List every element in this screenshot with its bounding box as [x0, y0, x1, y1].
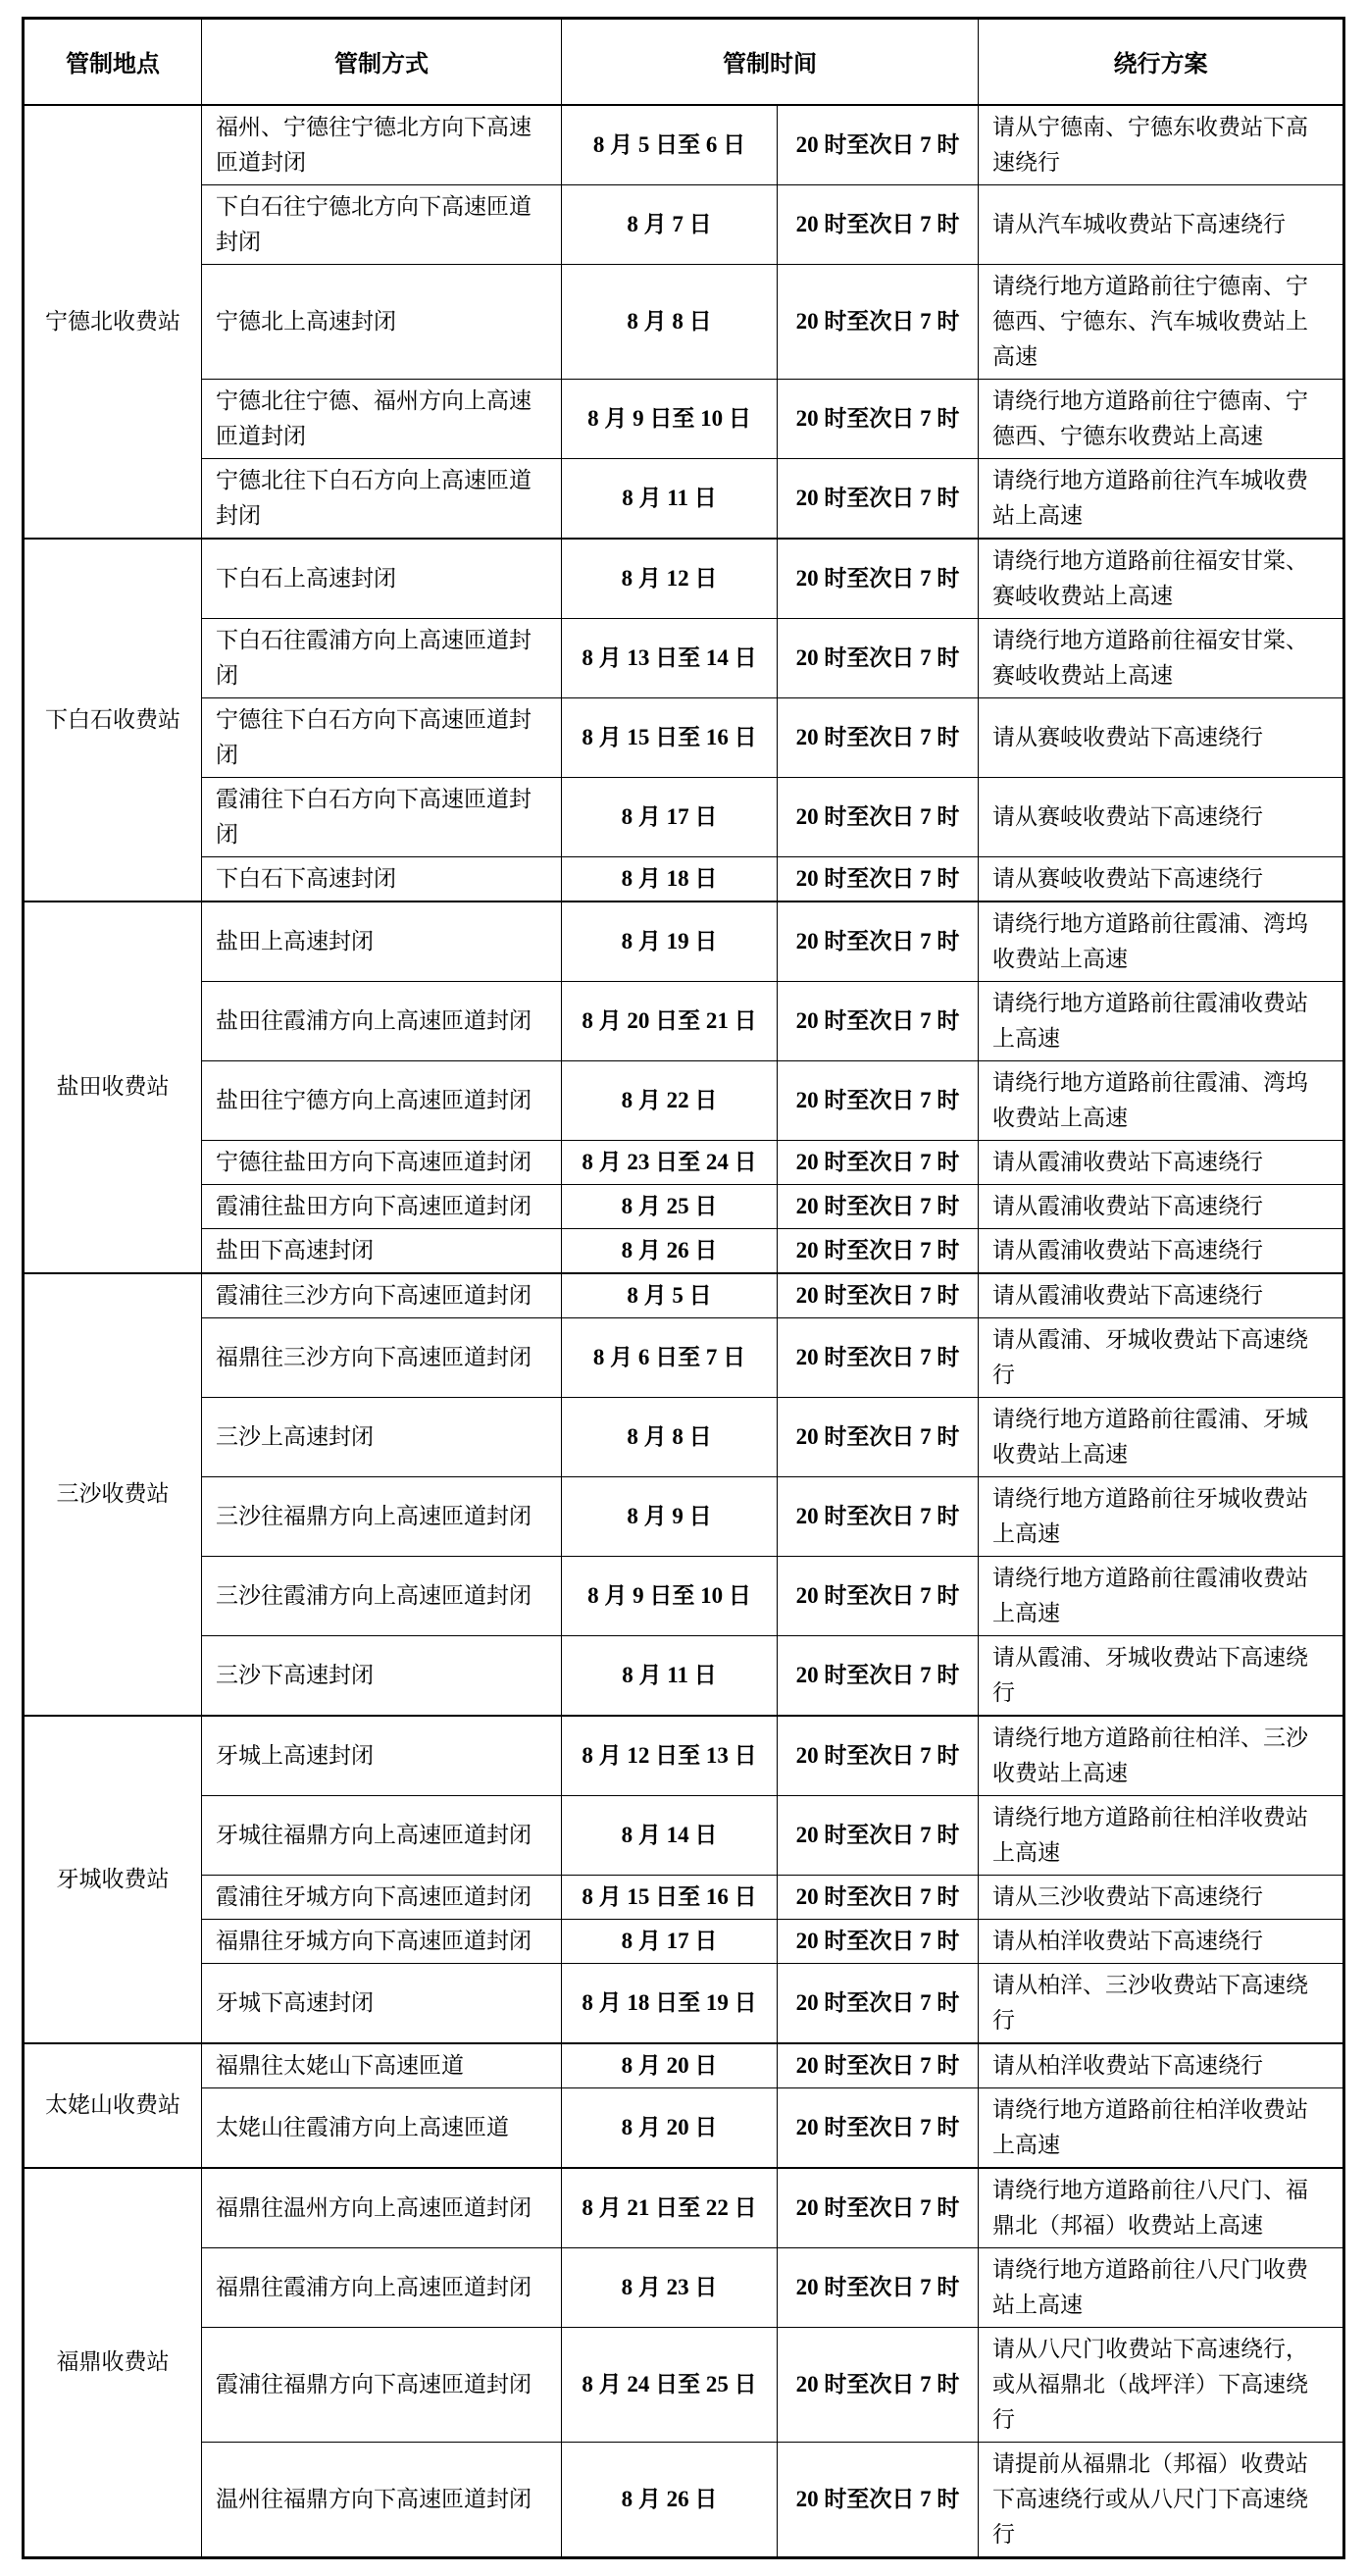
table-row	[24, 1228, 1344, 1273]
time-cell: 20 时至次日 7 时	[778, 1317, 979, 1397]
header-detour: 绕行方案	[979, 19, 1344, 105]
detour-cell: 请绕行地方道路前往霞浦、牙城收费站上高速	[979, 1397, 1344, 1476]
method-cell: 福鼎往霞浦方向上高速匝道封闭	[202, 2247, 562, 2327]
table-row	[24, 618, 1344, 697]
detour-cell: 请绕行地方道路前往霞浦收费站上高速	[979, 1556, 1344, 1635]
detour-cell: 请从霞浦收费站下高速绕行	[979, 1184, 1344, 1228]
location-cell: 宁德北收费站	[24, 105, 202, 539]
method-cell: 福鼎往太姥山下高速匝道	[202, 2043, 562, 2088]
method-cell: 三沙往福鼎方向上高速匝道封闭	[202, 1476, 562, 1556]
date-cell: 8 月 5 日	[562, 1273, 778, 1318]
detour-cell: 请绕行地方道路前往宁德南、宁德西、宁德东收费站上高速	[979, 379, 1344, 458]
method-cell: 三沙往霞浦方向上高速匝道封闭	[202, 1556, 562, 1635]
table-row	[24, 458, 1344, 539]
date-cell: 8 月 18 日	[562, 856, 778, 902]
method-cell: 牙城下高速封闭	[202, 1963, 562, 2043]
table-row	[24, 1919, 1344, 1963]
detour-cell: 请绕行地方道路前往福安甘棠、赛岐收费站上高速	[979, 539, 1344, 619]
detour-cell: 请绕行地方道路前往霞浦、湾坞收费站上高速	[979, 1060, 1344, 1140]
detour-cell: 请从赛岐收费站下高速绕行	[979, 856, 1344, 902]
time-cell: 20 时至次日 7 时	[778, 2168, 979, 2248]
header-time: 管制时间	[562, 19, 979, 105]
method-cell: 三沙上高速封闭	[202, 1397, 562, 1476]
time-cell: 20 时至次日 7 时	[778, 1963, 979, 2043]
method-cell: 太姥山往霞浦方向上高速匝道	[202, 2087, 562, 2168]
time-cell: 20 时至次日 7 时	[778, 1635, 979, 1716]
date-cell: 8 月 15 日至 16 日	[562, 697, 778, 777]
table-row	[24, 902, 1344, 982]
location-cell: 太姥山收费站	[24, 2043, 202, 2168]
detour-cell: 请从赛岐收费站下高速绕行	[979, 697, 1344, 777]
detour-cell: 请绕行地方道路前往福安甘棠、赛岐收费站上高速	[979, 618, 1344, 697]
detour-cell: 请从霞浦收费站下高速绕行	[979, 1273, 1344, 1318]
method-cell: 牙城上高速封闭	[202, 1716, 562, 1796]
table-row	[24, 856, 1344, 902]
method-cell: 福州、宁德往宁德北方向下高速匝道封闭	[202, 105, 562, 185]
table-body	[24, 105, 1344, 2558]
detour-cell: 请提前从福鼎北（邦福）收费站下高速绕行或从八尺门下高速绕行	[979, 2442, 1344, 2557]
table-row	[24, 777, 1344, 856]
table-row	[24, 1795, 1344, 1875]
detour-cell: 请绕行地方道路前往宁德南、宁德西、宁德东、汽车城收费站上高速	[979, 264, 1344, 379]
date-cell: 8 月 7 日	[562, 184, 778, 264]
table-row	[24, 1556, 1344, 1635]
time-cell: 20 时至次日 7 时	[778, 777, 979, 856]
detour-cell: 请绕行地方道路前往汽车城收费站上高速	[979, 458, 1344, 539]
date-cell: 8 月 26 日	[562, 2442, 778, 2557]
detour-cell: 请从柏洋、三沙收费站下高速绕行	[979, 1963, 1344, 2043]
table-row	[24, 1635, 1344, 1716]
time-cell: 20 时至次日 7 时	[778, 1476, 979, 1556]
date-cell: 8 月 6 日至 7 日	[562, 1317, 778, 1397]
date-cell: 8 月 11 日	[562, 458, 778, 539]
time-cell: 20 时至次日 7 时	[778, 1795, 979, 1875]
detour-cell: 请绕行地方道路前往柏洋收费站上高速	[979, 1795, 1344, 1875]
detour-cell: 请从霞浦收费站下高速绕行	[979, 1140, 1344, 1184]
table-row	[24, 2442, 1344, 2557]
date-cell: 8 月 13 日至 14 日	[562, 618, 778, 697]
date-cell: 8 月 14 日	[562, 1795, 778, 1875]
table-row	[24, 697, 1344, 777]
table-row	[24, 2043, 1344, 2088]
method-cell: 下白石往宁德北方向下高速匝道封闭	[202, 184, 562, 264]
location-cell: 下白石收费站	[24, 539, 202, 902]
detour-cell: 请从柏洋收费站下高速绕行	[979, 2043, 1344, 2088]
time-cell: 20 时至次日 7 时	[778, 2327, 979, 2442]
header-location: 管制地点	[24, 19, 202, 105]
detour-cell: 请绕行地方道路前往霞浦收费站上高速	[979, 981, 1344, 1060]
control-table	[22, 17, 1345, 2559]
method-cell: 盐田上高速封闭	[202, 902, 562, 982]
method-cell: 牙城往福鼎方向上高速匝道封闭	[202, 1795, 562, 1875]
detour-cell: 请从汽车城收费站下高速绕行	[979, 184, 1344, 264]
date-cell: 8 月 5 日至 6 日	[562, 105, 778, 185]
time-cell: 20 时至次日 7 时	[778, 1228, 979, 1273]
date-cell: 8 月 25 日	[562, 1184, 778, 1228]
table-row	[24, 1963, 1344, 2043]
table-row	[24, 184, 1344, 264]
header-row	[24, 19, 1344, 105]
date-cell: 8 月 17 日	[562, 777, 778, 856]
detour-cell: 请绕行地方道路前往柏洋、三沙收费站上高速	[979, 1716, 1344, 1796]
detour-cell: 请绕行地方道路前往八尺门、福鼎北（邦福）收费站上高速	[979, 2168, 1344, 2248]
time-cell: 20 时至次日 7 时	[778, 105, 979, 185]
date-cell: 8 月 20 日	[562, 2043, 778, 2088]
time-cell: 20 时至次日 7 时	[778, 1397, 979, 1476]
time-cell: 20 时至次日 7 时	[778, 902, 979, 982]
table-row	[24, 1716, 1344, 1796]
table-row	[24, 1273, 1344, 1318]
time-cell: 20 时至次日 7 时	[778, 1919, 979, 1963]
header-method: 管制方式	[202, 19, 562, 105]
method-cell: 温州往福鼎方向下高速匝道封闭	[202, 2442, 562, 2557]
method-cell: 下白石上高速封闭	[202, 539, 562, 619]
date-cell: 8 月 12 日至 13 日	[562, 1716, 778, 1796]
time-cell: 20 时至次日 7 时	[778, 2043, 979, 2088]
location-cell: 牙城收费站	[24, 1716, 202, 2043]
method-cell: 宁德往盐田方向下高速匝道封闭	[202, 1140, 562, 1184]
time-cell: 20 时至次日 7 时	[778, 184, 979, 264]
date-cell: 8 月 9 日	[562, 1476, 778, 1556]
table-row	[24, 1317, 1344, 1397]
date-cell: 8 月 26 日	[562, 1228, 778, 1273]
date-cell: 8 月 23 日至 24 日	[562, 1140, 778, 1184]
date-cell: 8 月 22 日	[562, 1060, 778, 1140]
time-cell: 20 时至次日 7 时	[778, 981, 979, 1060]
date-cell: 8 月 8 日	[562, 264, 778, 379]
table-row	[24, 981, 1344, 1060]
method-cell: 霞浦往福鼎方向下高速匝道封闭	[202, 2327, 562, 2442]
table-row	[24, 2327, 1344, 2442]
method-cell: 宁德北往下白石方向上高速匝道封闭	[202, 458, 562, 539]
table-row	[24, 1140, 1344, 1184]
time-cell: 20 时至次日 7 时	[778, 2087, 979, 2168]
method-cell: 三沙下高速封闭	[202, 1635, 562, 1716]
time-cell: 20 时至次日 7 时	[778, 1273, 979, 1318]
detour-cell: 请绕行地方道路前往霞浦、湾坞收费站上高速	[979, 902, 1344, 982]
table-row	[24, 105, 1344, 185]
location-cell: 福鼎收费站	[24, 2168, 202, 2558]
method-cell: 霞浦往牙城方向下高速匝道封闭	[202, 1875, 562, 1919]
time-cell: 20 时至次日 7 时	[778, 618, 979, 697]
time-cell: 20 时至次日 7 时	[778, 1184, 979, 1228]
detour-cell: 请从三沙收费站下高速绕行	[979, 1875, 1344, 1919]
table-row	[24, 264, 1344, 379]
detour-cell: 请从八尺门收费站下高速绕行，或从福鼎北（战坪洋）下高速绕行	[979, 2327, 1344, 2442]
method-cell: 宁德北往宁德、福州方向上高速匝道封闭	[202, 379, 562, 458]
location-cell: 三沙收费站	[24, 1273, 202, 1716]
time-cell: 20 时至次日 7 时	[778, 264, 979, 379]
method-cell: 宁德往下白石方向下高速匝道封闭	[202, 697, 562, 777]
detour-cell: 请绕行地方道路前往柏洋收费站上高速	[979, 2087, 1344, 2168]
time-cell: 20 时至次日 7 时	[778, 1875, 979, 1919]
table-row	[24, 2247, 1344, 2327]
date-cell: 8 月 21 日至 22 日	[562, 2168, 778, 2248]
detour-cell: 请从霞浦收费站下高速绕行	[979, 1228, 1344, 1273]
table-row	[24, 1184, 1344, 1228]
method-cell: 霞浦往下白石方向下高速匝道封闭	[202, 777, 562, 856]
date-cell: 8 月 24 日至 25 日	[562, 2327, 778, 2442]
table-row	[24, 1476, 1344, 1556]
detour-cell: 请从霞浦、牙城收费站下高速绕行	[979, 1635, 1344, 1716]
date-cell: 8 月 20 日	[562, 2087, 778, 2168]
table-row	[24, 379, 1344, 458]
date-cell: 8 月 18 日至 19 日	[562, 1963, 778, 2043]
detour-cell: 请从赛岐收费站下高速绕行	[979, 777, 1344, 856]
method-cell: 盐田往宁德方向上高速匝道封闭	[202, 1060, 562, 1140]
date-cell: 8 月 19 日	[562, 902, 778, 982]
location-cell: 盐田收费站	[24, 902, 202, 1273]
detour-cell: 请从霞浦、牙城收费站下高速绕行	[979, 1317, 1344, 1397]
date-cell: 8 月 11 日	[562, 1635, 778, 1716]
time-cell: 20 时至次日 7 时	[778, 379, 979, 458]
detour-cell: 请绕行地方道路前往牙城收费站上高速	[979, 1476, 1344, 1556]
date-cell: 8 月 9 日至 10 日	[562, 1556, 778, 1635]
table-row	[24, 1397, 1344, 1476]
method-cell: 福鼎往牙城方向下高速匝道封闭	[202, 1919, 562, 1963]
time-cell: 20 时至次日 7 时	[778, 539, 979, 619]
date-cell: 8 月 17 日	[562, 1919, 778, 1963]
time-cell: 20 时至次日 7 时	[778, 1060, 979, 1140]
table-header	[24, 19, 1344, 105]
table-row	[24, 539, 1344, 619]
method-cell: 福鼎往三沙方向下高速匝道封闭	[202, 1317, 562, 1397]
method-cell: 下白石往霞浦方向上高速匝道封闭	[202, 618, 562, 697]
time-cell: 20 时至次日 7 时	[778, 1556, 979, 1635]
method-cell: 盐田往霞浦方向上高速匝道封闭	[202, 981, 562, 1060]
time-cell: 20 时至次日 7 时	[778, 697, 979, 777]
detour-cell: 请从宁德南、宁德东收费站下高速绕行	[979, 105, 1344, 185]
method-cell: 霞浦往三沙方向下高速匝道封闭	[202, 1273, 562, 1318]
method-cell: 宁德北上高速封闭	[202, 264, 562, 379]
method-cell: 福鼎往温州方向上高速匝道封闭	[202, 2168, 562, 2248]
table-row	[24, 2168, 1344, 2248]
time-cell: 20 时至次日 7 时	[778, 856, 979, 902]
table-row	[24, 1875, 1344, 1919]
method-cell: 下白石下高速封闭	[202, 856, 562, 902]
table-row	[24, 2087, 1344, 2168]
detour-cell: 请从柏洋收费站下高速绕行	[979, 1919, 1344, 1963]
time-cell: 20 时至次日 7 时	[778, 1716, 979, 1796]
time-cell: 20 时至次日 7 时	[778, 458, 979, 539]
date-cell: 8 月 20 日至 21 日	[562, 981, 778, 1060]
date-cell: 8 月 9 日至 10 日	[562, 379, 778, 458]
method-cell: 霞浦往盐田方向下高速匝道封闭	[202, 1184, 562, 1228]
detour-cell: 请绕行地方道路前往八尺门收费站上高速	[979, 2247, 1344, 2327]
method-cell: 盐田下高速封闭	[202, 1228, 562, 1273]
time-cell: 20 时至次日 7 时	[778, 1140, 979, 1184]
date-cell: 8 月 12 日	[562, 539, 778, 619]
date-cell: 8 月 15 日至 16 日	[562, 1875, 778, 1919]
date-cell: 8 月 8 日	[562, 1397, 778, 1476]
date-cell: 8 月 23 日	[562, 2247, 778, 2327]
time-cell: 20 时至次日 7 时	[778, 2442, 979, 2557]
time-cell: 20 时至次日 7 时	[778, 2247, 979, 2327]
table-row	[24, 1060, 1344, 1140]
